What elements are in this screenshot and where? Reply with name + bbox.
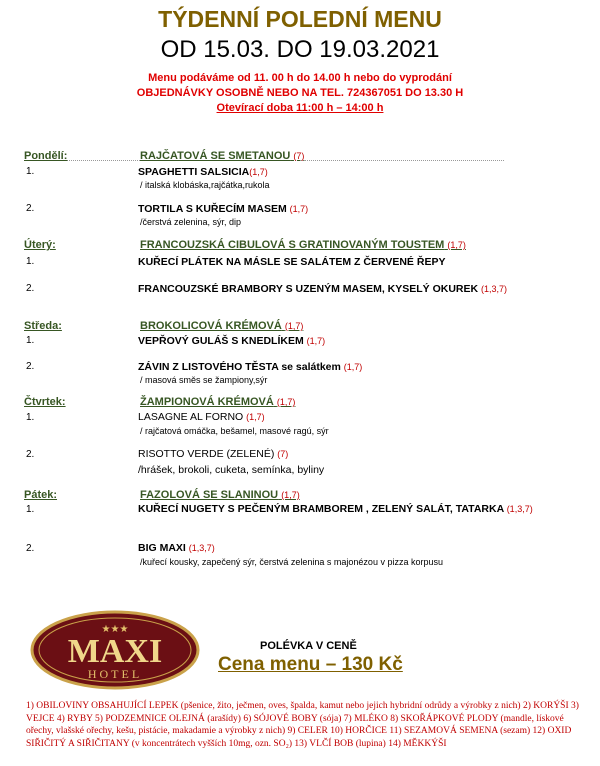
dish-number: 1.	[26, 412, 35, 423]
day-label-wednesday: Středa:	[24, 320, 62, 332]
dish-thursday-1	[138, 411, 265, 423]
soup-allergens: (1,7)	[284, 321, 304, 331]
dish-friday-1	[138, 503, 533, 515]
menu-title: TÝDENNÍ POLEDNÍ MENU	[158, 6, 442, 32]
opening-hours-note: Otevírací doba 11:00 h – 14:00 h	[216, 102, 384, 114]
day-label-monday: Pondělí:	[24, 150, 68, 162]
dish-allergens: (1,3,7)	[481, 284, 508, 294]
soup-name: FAZOLOVÁ SE SLANINOU	[140, 489, 279, 501]
dish-number: 2.	[26, 449, 35, 460]
allergen-legend: 1) OBILOVINY OBSAHUJÍCÍ LEPEK (pšenice, žito, ječmen, oves, špalda, kamut nebo jejich hybridní odrůdy a výrobky z nich) 2) KORÝŠI 3) VEJCE 4) RYBY 5) PODZEMNICE OLEJNÁ (arašídy) 6) SÓJOVÉ BOBY (sója) 7) MLÉKO 8) SKOŘÁPKOVÉ PLODY (mandle, lískové ořechy, vlašské ořechy, kešu, pistácie, makadamie a výrobky z nich) 9) CELER 10) HORČICE 11) SEZAMOVÁ SEMENA (sezam) 12) OXID SIŘIČITÝ A SIŘIČITANY (v koncentrátech vyšších 10mg, ozn. SO₂) 13) VLČÍ BOB (lupina) 14) MĚKKÝŠI	[26, 701, 579, 749]
dish-description: /čerstvá zelenina, sýr, dip	[140, 217, 242, 227]
soup-name: BROKOLICOVÁ KRÉMOVÁ	[140, 320, 282, 332]
dish-name: TORTILA S KUŘECÍM MASEM	[138, 203, 287, 215]
soup-name: ŽAMPIONOVÁ KRÉMOVÁ	[140, 396, 274, 408]
day-label-friday: Pátek:	[24, 489, 58, 501]
dish-allergens: (1,7)	[246, 412, 265, 422]
dish-name: FRANCOUZSKÉ BRAMBORY S UZENÝM MASEM, KYSELÝ OKUREK	[138, 283, 479, 295]
soup-allergens: (1,7)	[281, 490, 300, 500]
dish-name: LASAGNE AL FORNO	[138, 411, 244, 423]
dish-number: 2.	[26, 361, 35, 372]
dish-allergens: (7)	[277, 449, 289, 459]
dish-number: 1.	[26, 504, 35, 515]
soup-allergens: (1,7)	[276, 397, 296, 407]
dish-allergens: (1,3,7)	[188, 543, 215, 553]
day-label-tuesday: Úterý:	[24, 239, 56, 251]
dish-wednesday-2	[138, 361, 362, 373]
dish-allergens: (1,7)	[289, 204, 309, 214]
soup-included-note: POLÉVKA V CENĚ	[260, 640, 357, 652]
dish-name: KUŘECÍ PLÁTEK NA MÁSLE SE SALÁTEM Z ČERVENÉ ŘEPY	[138, 256, 446, 268]
logo-stars: ★★★	[101, 624, 129, 635]
dish-description: /hrášek, brokoli, cuketa, semínka, byliny	[138, 464, 325, 476]
dish-tuesday-2	[138, 283, 507, 295]
serving-hours-note: Menu podáváme od 11. 00 h do 14.00 h nebo do vyprodání	[148, 72, 452, 84]
dish-allergens: (1,7)	[343, 362, 363, 372]
dish-number: 1.	[26, 166, 35, 177]
soup-name: RAJČATOVÁ SE SMETANOU	[140, 150, 291, 162]
dish-description: / masová směs se žampiony,sýr	[140, 375, 268, 385]
dish-number: 2.	[26, 543, 35, 554]
soup-thursday	[140, 396, 295, 408]
dish-description: / rajčatová omáčka, bešamel, masové ragú, sýr	[140, 426, 329, 436]
menu-dates: OD 15.03. DO 19.03.2021	[160, 36, 440, 63]
dish-allergens: (1,7)	[249, 167, 268, 177]
dish-description: /kuřecí kousky, zapečený sýr, čerstvá zelenina s majonézou v pizza korpusu	[140, 557, 443, 567]
dish-allergens: (1,7)	[306, 336, 326, 346]
dish-name: SPAGHETTI SALSICIA	[138, 166, 250, 178]
soup-allergens: (1,7)	[447, 240, 466, 250]
dish-name: BIG MAXI	[138, 542, 186, 554]
soup-tuesday	[140, 239, 466, 251]
soup-allergens: (7)	[293, 151, 305, 161]
soup-friday	[140, 489, 300, 501]
dish-number: 2.	[26, 283, 35, 294]
dish-name: RISOTTO VERDE (ZELENÉ)	[138, 448, 275, 460]
soup-wednesday	[140, 320, 303, 332]
dish-allergens: (1,3,7)	[506, 504, 533, 514]
dish-name: VEPŘOVÝ GULÁŠ S KNEDLÍKEM	[138, 335, 304, 347]
dish-number: 1.	[26, 256, 35, 267]
dish-number: 1.	[26, 335, 35, 346]
dish-wednesday-1	[138, 335, 325, 347]
dish-name: ZÁVIN Z LISTOVÉHO TĚSTA se salátkem	[138, 361, 341, 373]
dish-name: KUŘECÍ NUGETY S PEČENÝM BRAMBOREM , ZELENÝ SALÁT, TATARKA	[138, 503, 504, 515]
dish-friday-2	[138, 542, 215, 554]
soup-monday	[140, 150, 304, 162]
dish-monday-1	[138, 166, 268, 178]
logo-sub: HOTEL	[87, 667, 143, 681]
menu-price: Cena menu – 130 Kč	[218, 654, 403, 675]
dish-description: / italská klobáska,rajčátka,rukola	[140, 180, 270, 190]
dish-thursday-2	[138, 448, 288, 460]
dish-monday-2	[138, 203, 308, 215]
day-label-thursday: Čtvrtek:	[24, 396, 66, 408]
soup-name: FRANCOUZSKÁ CIBULOVÁ S GRATINOVANÝM TOUSTEM	[140, 239, 445, 251]
logo-name: MAXI	[67, 633, 163, 670]
order-note: OBJEDNÁVKY OSOBNĚ NEBO NA TEL. 724367051 DO 13.30 H	[136, 87, 464, 99]
dish-number: 2.	[26, 203, 35, 214]
dish-tuesday-1	[138, 256, 445, 268]
maxi-hotel-logo	[30, 610, 200, 690]
